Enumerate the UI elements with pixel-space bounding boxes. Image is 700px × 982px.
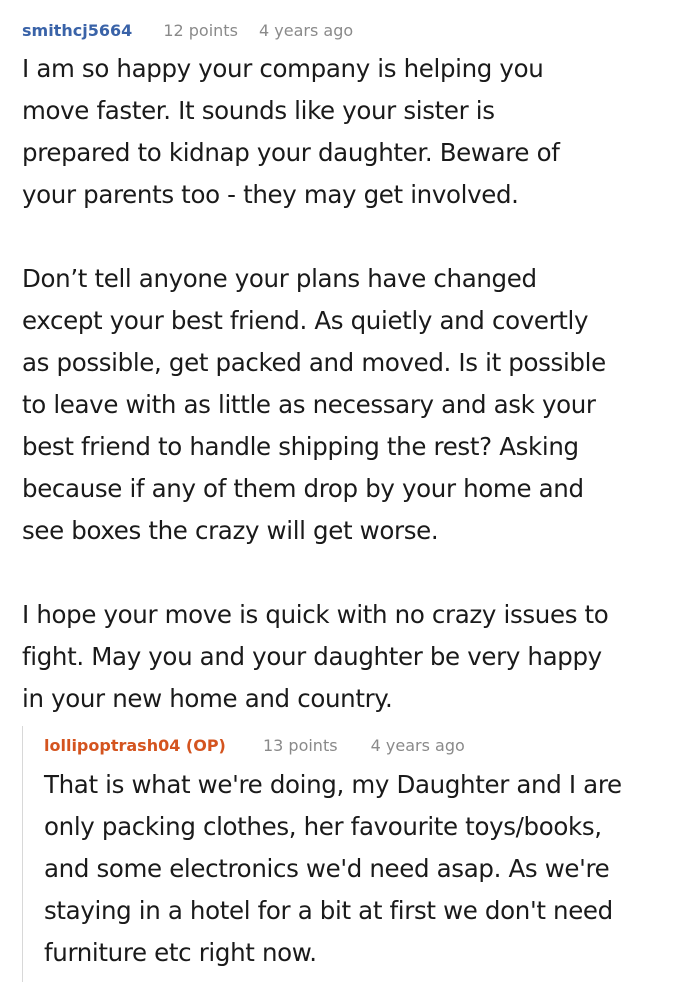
reply-meta: [44, 734, 465, 758]
comment-points: 12 points: [163, 21, 238, 40]
reply-paragraph: That is what we're doing, my Daughter and I are only packing clothes, her favourite toys/books, and some electronics we'd need asap. As we're staying in a hotel for a bit at first we don't need furniture etc right now.: [44, 770, 622, 967]
reply-points: 13 points: [262, 736, 338, 755]
comment-author-link[interactable]: smithcj5664: [22, 21, 133, 40]
comment-body: [22, 48, 692, 720]
reply-author-link[interactable]: lollipoptrash04 (OP): [44, 736, 226, 755]
comment-paragraph-2: Don’t tell anyone your plans have changed except your best friend. As quietly and covertly as possible, get packed and moved. Is it possible to leave with as little as necessary and ask your best friend to handle shipping the rest? Asking because if any of them drop by your home and see boxes the crazy will get worse.: [22, 264, 606, 545]
comment-paragraph-3: I hope your move is quick with no crazy issues to fight. May you and your daughter be very happy in your new home and country.: [22, 600, 609, 713]
reply-timestamp: 4 years ago: [370, 736, 465, 755]
comment-meta: [22, 19, 353, 43]
comment-timestamp: 4 years ago: [259, 21, 354, 40]
reply-comment: [22, 726, 700, 982]
reply-body: [44, 764, 699, 974]
comment-paragraph-1: I am so happy your company is helping you move faster. It sounds like your sister is prepared to kidnap your daughter. Beware of your parents too - they may get involved.: [22, 54, 560, 209]
